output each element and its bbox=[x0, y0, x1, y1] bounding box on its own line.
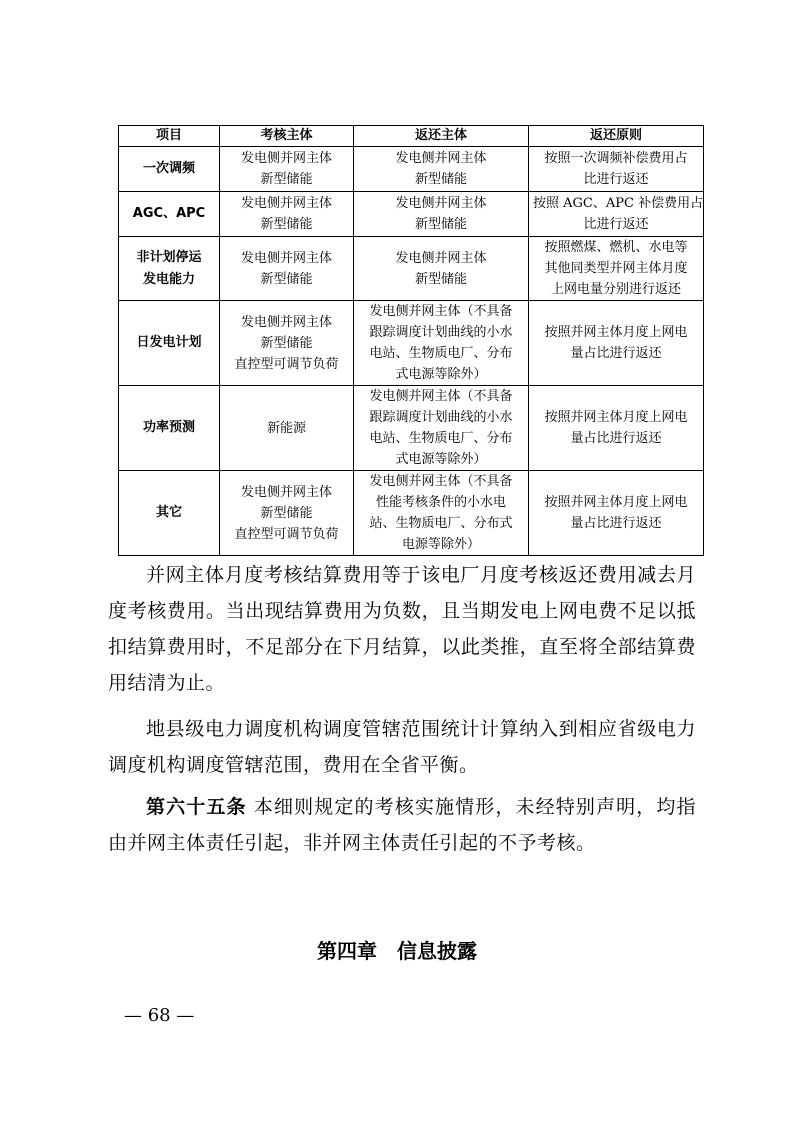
cell-text-line: 电站、生物质电厂、分布 bbox=[369, 346, 513, 361]
cell-text-line: 跟踪调度计划曲线的小水 bbox=[369, 410, 513, 425]
row-assessed-subject bbox=[220, 237, 354, 301]
table-row bbox=[119, 471, 704, 556]
chapter-title: 第四章 信息披露 bbox=[317, 939, 477, 963]
cell-text-line: 新型储能 bbox=[414, 271, 467, 287]
row-refund-subject bbox=[354, 237, 529, 301]
row-refund-principle bbox=[529, 192, 704, 237]
row-refund-subject bbox=[354, 192, 529, 237]
row-refund-subject bbox=[354, 301, 529, 386]
table-row bbox=[119, 192, 704, 237]
table-row bbox=[119, 237, 704, 301]
cell-text-line: 按照 AGC、APC 补偿费用占 bbox=[533, 196, 704, 211]
row-assessed-subject bbox=[220, 471, 354, 556]
header-item: 项目 bbox=[119, 126, 220, 147]
cell-text-line: 按照燃煤、燃机、水电等 bbox=[544, 240, 688, 255]
cell-text-line: 跟踪调度计划曲线的小水 bbox=[369, 325, 513, 340]
compensation-table bbox=[118, 125, 704, 556]
row-refund-subject bbox=[354, 386, 529, 471]
cell-text-line: 电站、生物质电厂、分布 bbox=[369, 431, 513, 446]
cell-text-line: 比进行返还 bbox=[583, 217, 649, 232]
cell-text-line: 上网电量分别进行返还 bbox=[550, 282, 681, 297]
cell-text-line: 站、生物质电厂、分布式 bbox=[369, 516, 513, 531]
cell-text-line: AGC、APC bbox=[132, 206, 206, 221]
cell-text-line: 新型储能 bbox=[414, 172, 467, 187]
row-assessed-subject bbox=[220, 386, 354, 471]
cell-text-line: 非计划停运 bbox=[136, 249, 202, 265]
row-refund-principle bbox=[529, 386, 704, 471]
cell-text-line: 按照并网主体月度上网电 bbox=[544, 325, 688, 340]
cell-text-line: 新能源 bbox=[266, 420, 306, 436]
paragraph-article-65 bbox=[108, 789, 696, 861]
cell-text-line: 式电源等除外） bbox=[395, 367, 487, 382]
cell-text-line: 一次调频 bbox=[142, 161, 195, 176]
cell-text-line: 新型储能 bbox=[260, 505, 313, 521]
cell-text-line: 发电侧并网主体（不具备 bbox=[369, 304, 513, 319]
row-assessed-subject bbox=[220, 301, 354, 386]
cell-text-line: 直控型可调节负荷 bbox=[234, 526, 339, 542]
cell-text-line: 电源等除外） bbox=[401, 537, 480, 552]
cell-text-line: 量占比进行返还 bbox=[570, 346, 662, 361]
cell-text-line: 新型储能 bbox=[260, 271, 313, 287]
cell-text-line: 比进行返还 bbox=[583, 172, 649, 187]
cell-text-line: 式电源等除外） bbox=[395, 452, 487, 467]
cell-text-line: 新型储能 bbox=[260, 172, 313, 187]
cell-text-line: 其它 bbox=[155, 505, 182, 520]
cell-text-line: 发电侧并网主体（不具备 bbox=[369, 474, 513, 489]
cell-text-line: 按照一次调频补偿费用占 bbox=[544, 151, 688, 166]
row-item-label bbox=[119, 386, 220, 471]
row-refund-principle bbox=[529, 471, 704, 556]
cell-text-line: 按照并网主体月度上网电 bbox=[544, 410, 688, 425]
row-assessed-subject bbox=[220, 192, 354, 237]
row-assessed-subject bbox=[220, 147, 354, 192]
cell-text-line: 功率预测 bbox=[142, 420, 195, 435]
table-row bbox=[119, 301, 704, 386]
cell-text-line: 新型储能 bbox=[414, 217, 467, 232]
row-refund-subject bbox=[354, 147, 529, 192]
row-refund-subject bbox=[354, 471, 529, 556]
cell-text-line: 量占比进行返还 bbox=[570, 431, 662, 446]
row-item-label bbox=[119, 471, 220, 556]
cell-text-line: 发电侧并网主体 bbox=[240, 314, 332, 330]
cell-text-line: 量占比进行返还 bbox=[570, 516, 662, 531]
cell-text-line: 发电侧并网主体（不具备 bbox=[369, 389, 513, 404]
row-refund-principle bbox=[529, 147, 704, 192]
cell-text-line: 直控型可调节负荷 bbox=[234, 356, 339, 372]
header-refund-principle: 返还原则 bbox=[529, 126, 704, 147]
cell-text-line: 发电侧并网主体 bbox=[395, 196, 487, 211]
header-assessed-subject: 考核主体 bbox=[220, 126, 354, 147]
row-item-label bbox=[119, 192, 220, 237]
cell-text-line: 发电侧并网主体 bbox=[240, 484, 332, 500]
row-item-label bbox=[119, 237, 220, 301]
cell-text-line: 性能考核条件的小水电 bbox=[375, 495, 506, 510]
cell-text-line: 发电能力 bbox=[142, 271, 195, 287]
cell-text-line: 按照并网主体月度上网电 bbox=[544, 495, 688, 510]
table-body bbox=[119, 147, 704, 556]
page-number: — 68 — bbox=[124, 1005, 195, 1026]
table-header-row bbox=[119, 126, 704, 147]
cell-text-line: 发电侧并网主体 bbox=[395, 250, 487, 266]
cell-text-line: 日发电计划 bbox=[136, 335, 202, 350]
cell-text-line: 新型储能 bbox=[260, 217, 313, 232]
row-item-label bbox=[119, 147, 220, 192]
cell-text-line: 发电侧并网主体 bbox=[240, 250, 332, 266]
cell-text-line: 其他同类型并网主体月度 bbox=[544, 261, 688, 276]
table-row bbox=[119, 386, 704, 471]
row-refund-principle bbox=[529, 237, 704, 301]
article-number: 第六十五条 bbox=[146, 796, 247, 818]
paragraph-regional-balance: 地县级电力调度机构调度管辖范围统计计算纳入到相应省级电力调度机构调度管辖范围，费用在全省平衡。 bbox=[108, 718, 696, 776]
cell-text-line: 新型储能 bbox=[260, 335, 313, 351]
cell-text-line: 发电侧并网主体 bbox=[395, 151, 487, 166]
paragraph-settlement: 并网主体月度考核结算费用等于该电厂月度考核返还费用减去月度考核费用。当出现结算费用为负数，且当期发电上网电费不足以抵扣结算费用时，不足部分在下月结算，以此类推，直至将全部结算费用结清为止。 bbox=[108, 564, 696, 694]
header-refund-subject: 返还主体 bbox=[354, 126, 529, 147]
cell-text-line: 发电侧并网主体 bbox=[240, 151, 332, 166]
table-row bbox=[119, 147, 704, 192]
row-refund-principle bbox=[529, 301, 704, 386]
row-item-label bbox=[119, 301, 220, 386]
cell-text-line: 发电侧并网主体 bbox=[240, 196, 332, 211]
article-text: 本细则规定的考核实施情形，未经特别声明，均指由并网主体责任引起，非并网主体责任引起的不予考核。 bbox=[108, 796, 696, 854]
